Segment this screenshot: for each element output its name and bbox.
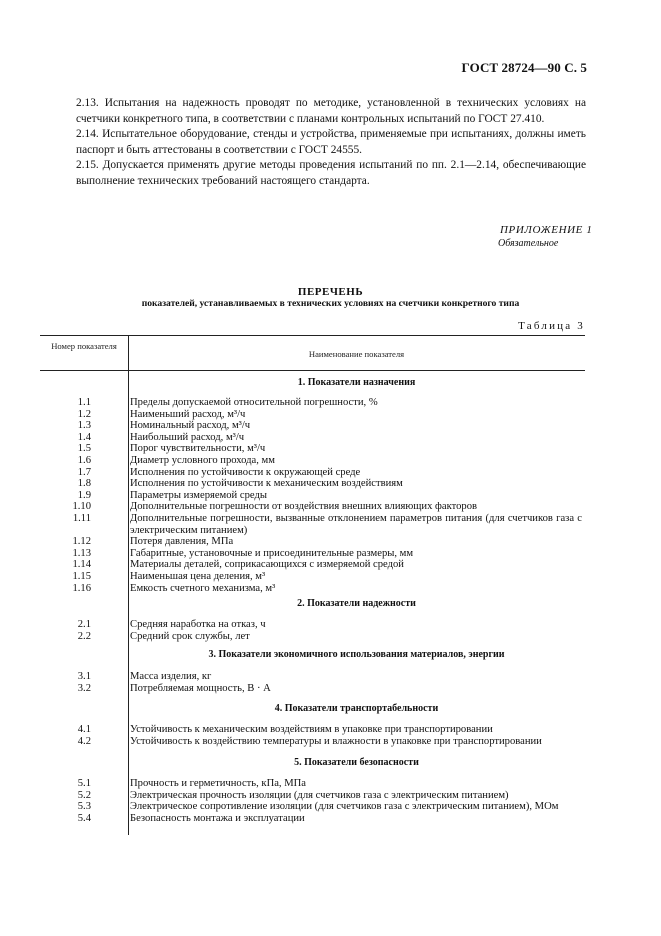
indicator-number: 1.14 xyxy=(72,559,91,571)
indicator-number: 5.4 xyxy=(77,812,91,824)
indicator-number: 1.13 xyxy=(72,547,91,559)
appendix-label xyxy=(500,224,592,250)
section-heading: 1. Показатели назначения xyxy=(297,377,416,388)
indicator-name: Электрическая прочность изоляции (для счетчиков газа с электрическим питанием) xyxy=(130,789,509,801)
indicator-number: 2.2 xyxy=(77,630,91,642)
table-top-rule xyxy=(40,335,585,336)
indicator-number: 1.7 xyxy=(77,466,91,478)
column-header-number: Номер показателя xyxy=(51,341,117,351)
indicator-name: Исполнения по устойчивости к механическим воздействиям xyxy=(130,478,403,490)
table-header-rule xyxy=(40,370,585,371)
indicator-name: Средняя наработка на отказ, ч xyxy=(130,619,266,630)
indicator-number: 1.16 xyxy=(72,582,91,594)
indicator-number: 5.1 xyxy=(77,778,91,789)
paragraph-2-13: 2.13. Испытания на надежность проводят по методике, установленной в технических условиях на счетчики конкретного типа, в соответствии с планами контрольных испытаний по ГОСТ 27.410. xyxy=(76,97,586,125)
intro-paragraphs xyxy=(76,96,586,189)
indicator-number: 1.8 xyxy=(77,478,91,490)
indicator-name: Емкость счетного механизма, м³ xyxy=(130,582,276,594)
indicator-name: Прочность и герметичность, кПа, МПа xyxy=(130,778,306,789)
indicator-name: Номинальный расход, м³/ч xyxy=(130,420,251,432)
list-subtitle: показателей, устанавливаемых в технических условиях на счетчики конкретного типа xyxy=(141,298,520,309)
indicator-number: 1.11 xyxy=(72,513,91,524)
column-header-name: Наименование показателя xyxy=(308,349,405,359)
section-heading: 4. Показатели транспортабельности xyxy=(274,703,439,714)
indicator-name: Материалы деталей, соприкасающихся с измеряемой средой xyxy=(130,559,404,571)
indicator-name: Масса изделия, кг xyxy=(130,671,212,682)
indicator-name: Диаметр условного прохода, мм xyxy=(130,455,275,466)
paragraph-2-15: 2.15. Допускается применять другие методы проведения испытаний по пп. 2.1—2.14, обеспечивающие выполнение технических требований настоящего стандарта. xyxy=(76,159,586,187)
appendix-title: ПРИЛОЖЕНИЕ 1 xyxy=(500,224,593,236)
indicator-number: 1.4 xyxy=(77,431,91,443)
indicator-number: 2.1 xyxy=(77,619,91,630)
indicator-number: 3.2 xyxy=(77,682,91,694)
indicator-number: 1.9 xyxy=(77,489,91,501)
indicator-name: Наибольший расход, м³/ч xyxy=(130,431,245,443)
indicators-table xyxy=(40,335,585,835)
indicator-number: 1.12 xyxy=(72,536,91,548)
indicator-name: Наименьший расход, м³/ч xyxy=(130,408,246,420)
indicator-name: Устойчивость к механическим воздействиям в упаковке при транспортировании xyxy=(130,724,493,735)
section-heading: 5. Показатели безопасности xyxy=(294,757,419,768)
indicator-number: 4.1 xyxy=(77,724,91,735)
indicator-number: 1.2 xyxy=(77,408,91,420)
indicator-name: Электрическое сопротивление изоляции (для счетчиков газа с электрическим питанием), МОм xyxy=(130,801,559,813)
indicator-number: 1.6 xyxy=(77,455,91,466)
indicator-number: 1.15 xyxy=(72,571,91,582)
indicator-name: Безопасность монтажа и эксплуатации xyxy=(130,812,305,824)
indicator-number: 1.5 xyxy=(77,443,91,455)
indicator-number: 5.2 xyxy=(77,789,91,801)
section-heading: 3. Показатели экономичного использования материалов, энергии xyxy=(208,649,505,660)
indicator-number: 1.1 xyxy=(77,397,91,408)
indicator-number: 1.3 xyxy=(77,420,91,432)
indicator-name: Устойчивость к воздействию температуры и влажности в упаковке при транспортировании xyxy=(130,735,542,747)
indicator-name: Исполнения по устойчивости к окружающей среде xyxy=(130,466,361,478)
indicator-number: 5.3 xyxy=(77,801,91,813)
indicator-number: 4.2 xyxy=(77,735,91,747)
table-caption: Таблица 3 xyxy=(518,320,585,332)
page-header-standard: ГОСТ 28724—90 С. 5 xyxy=(461,60,587,75)
section-heading: 2. Показатели надежности xyxy=(297,598,416,609)
appendix-subtitle: Обязательное xyxy=(498,238,559,249)
indicator-name: Дополнительные погрешности, вызванные отклонением параметров питания (для счетчиков газа с электрическим питанием) xyxy=(130,513,582,536)
indicator-name: Средний срок службы, лет xyxy=(130,630,250,642)
indicator-number: 3.1 xyxy=(77,671,91,682)
paragraph-2-14: 2.14. Испытательное оборудование, стенды и устройства, применяемые при испытаниях, должны иметь паспорт и быть аттестованы в соответствии с ГОСТ 24555. xyxy=(76,128,586,156)
indicator-name: Порог чувствительности, м³/ч xyxy=(130,443,266,455)
indicator-name: Пределы допускаемой относительной погрешности, % xyxy=(130,397,378,408)
indicator-name: Наименьшая цена деления, м³ xyxy=(130,571,266,582)
indicator-name: Потеря давления, МПа xyxy=(130,536,234,548)
list-title: ПЕРЕЧЕНЬ xyxy=(297,286,364,298)
indicator-name: Габаритные, установочные и присоединительные размеры, мм xyxy=(130,547,414,559)
indicator-number: 1.10 xyxy=(72,501,91,513)
indicator-name: Дополнительные погрешности от воздействия внешних влияющих факторов xyxy=(130,501,477,513)
indicator-name: Потребляемая мощность, В · А xyxy=(130,682,271,694)
indicator-name: Параметры измеряемой среды xyxy=(130,489,267,501)
